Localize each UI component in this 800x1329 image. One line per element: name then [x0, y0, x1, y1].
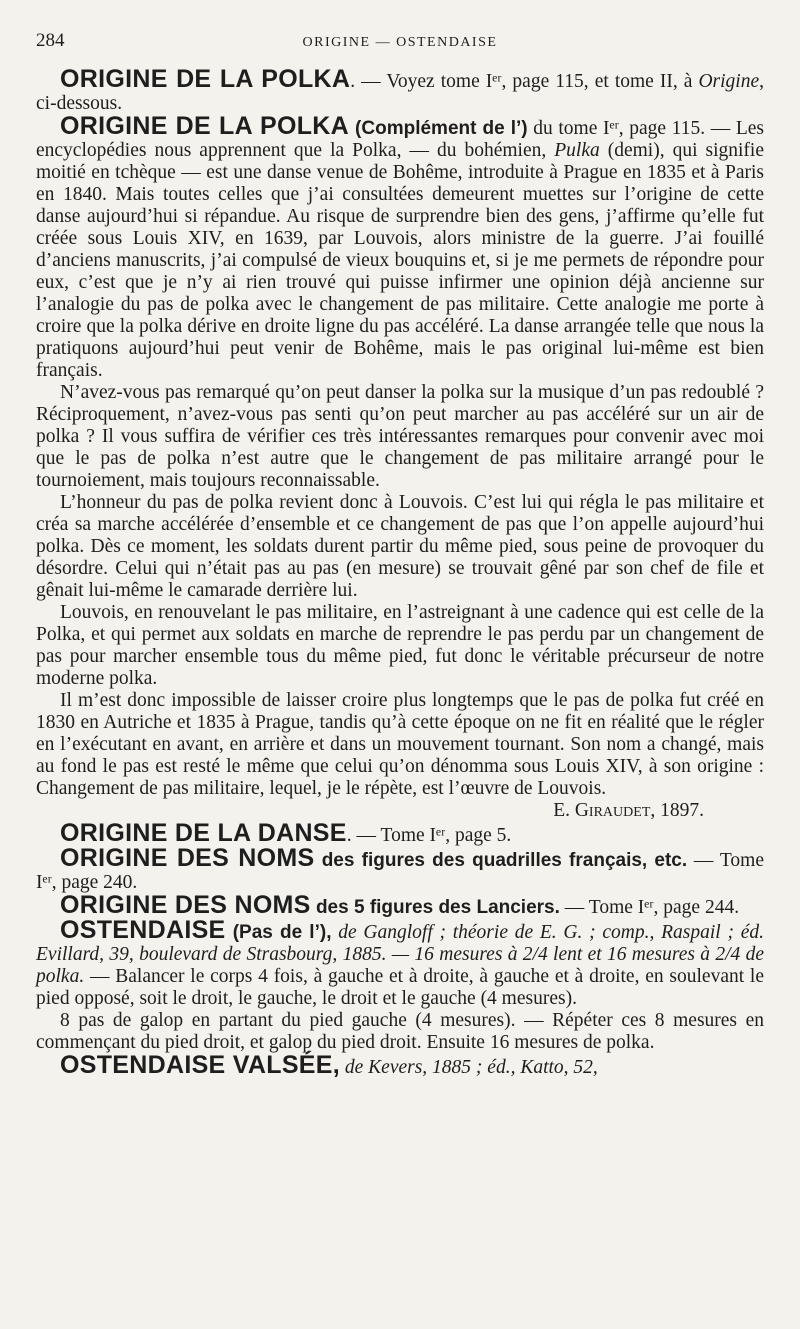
page-number: 284	[36, 30, 65, 51]
entry-ostendaise-valsee	[36, 1051, 764, 1079]
entry-subhead: des figures des quadrilles français, etc.	[314, 850, 688, 871]
paragraph: N’avez-vous pas remarqué qu’on peut danser la polka sur la musique d’un pas redoublé ? Réciproquement, n’avez-vous pas senti qu’on peut marcher au pas accéléré sur un air de polka ? Il vous suffira de vérifier ces très intéressantes remarques pour convenir avec moi que le pas de polka n’est autre que le changement de pas militaire arrangé pour le tournoiement, mais toujours reconnaissable.	[36, 382, 764, 491]
entry-text: du tome Iᵉʳ, page 115. — Les encyclopédies nous apprennent que la Polka, — du bohémien,	[36, 118, 764, 161]
paragraph-text: Il m’est donc impossible de laisser croire plus longtemps que le pas de polka fut créé en 1830 en Autriche et 1835 à Prague, tandis qu’à cette époque on ne fit en réalité que le régler en l’exécutant en avant, en arrière et dans un mouvement tournant. Son nom a changé, mais au fond le pas est resté le même que celui qu’on dénomma sous Louis XIV, à son origine : Changement de pas militaire, lequel, je le répète, est l’œuvre de Louvois.	[36, 690, 764, 799]
entry-text: — Tome Iᵉʳ, page 244.	[559, 897, 740, 918]
running-title: ORIGINE — OSTENDAISE	[302, 35, 498, 50]
entry-text-after: , ci-dessous.	[36, 71, 764, 114]
entry-headword: OSTENDAISE	[60, 916, 226, 944]
page-header	[36, 30, 764, 58]
entry-ostendaise	[36, 916, 764, 1010]
entry-headword: ORIGINE DE LA POLKA	[60, 112, 350, 140]
entry-headword: ORIGINE DE LA DANSE	[60, 819, 347, 847]
page-body	[36, 65, 764, 1079]
entry-origine-polka-complement	[36, 112, 764, 382]
paragraph: L’honneur du pas de polka revient donc à Louvois. C’est lui qui régla le pas militaire et créa sa marche accélérée d’ensemble et ce changement de pas que l’on appelle aujourd’hui polka. Dès ce moment, les soldats durent partir du même pied, sous peine de provoquer du désordre. Celui qui n’était pas au pas (en mesure) se trouvait gêné par son chef de file et gênait lui-même le camarade derrière lui.	[36, 492, 764, 601]
entry-italic: de Kevers, 1885 ; éd., Katto, 52,	[340, 1057, 598, 1078]
entry-headword: OSTENDAISE VALSÉE,	[60, 1051, 340, 1079]
entry-italic: de Gangloff ; théorie de E. G. ; comp., Raspail ; éd. Evillard, 39, boulevard de Strasbourg, 1885. — 16 mesures à 2/4 lent et 16 mesures à 2/4 de polka.	[36, 922, 764, 987]
entry-italic: Origine	[698, 71, 760, 92]
entry-text: — Balancer le corps 4 fois, à gauche et à droite, à gauche et à droite, en soulevant le pied opposé, soit le droit, le gauche, le droit et le gauche (4 mesures).	[36, 966, 764, 1009]
entry-headword: ORIGINE DES NOMS	[60, 891, 311, 919]
entry-headword: ORIGINE DE LA POLKA	[60, 65, 351, 93]
entry-origine-noms-quadrilles	[36, 844, 764, 894]
entry-text: — Tome Iᵉʳ, page 240.	[36, 850, 764, 893]
entry-origine-polka	[36, 65, 764, 115]
entry-subhead: (Pas de l’),	[225, 922, 332, 943]
paragraph	[36, 690, 764, 821]
author-signature: E. Giraudet, 1897.	[553, 800, 704, 821]
paragraph: 8 pas de galop en partant du pied gauche (4 mesures). — Répéter ces 8 mesures en commençant du pied droit, et galop du pied droit. Ensuite 16 mesures de polka.	[36, 1010, 764, 1053]
entry-subhead: (Complément de l’)	[349, 118, 528, 139]
entry-headword: ORIGINE DES NOMS	[60, 844, 315, 872]
paragraph: Louvois, en renouvelant le pas militaire, en l’astreignant à une cadence qui est celle de la Polka, et qui permet aux soldats en marche de reprendre le pas perdu par un changement de pas pour marcher ensemble tous du même pied, fut donc le véritable précurseur de notre moderne polka.	[36, 602, 764, 689]
entry-subhead: des 5 figures des Lanciers.	[310, 897, 560, 918]
entry-text: (demi), qui signifie moitié en tchèque — est une danse venue de Bohême, introduite à Prague en 1835 et à Paris en 1840. Mais toutes celles que j’ai consultées demeurent muettes sur l’origine de cette danse aujourd’hui si répandue. Au risque de surprendre bien des gens, j’affirme qu’elle fut créée sous Louis XIV, en 1639, par Louvois, alors ministre de la guerre. J’ai fouillé d’anciens manuscrits, j’ai compulsé de vieux bouquins et, si je me permets de répondre pour eux, c’est que je n’y ai rien trouvé qui puisse infirmer une opinion déjà ancienne sur l’analogie du pas de polka avec le changement de pas militaire. Cette analogie me porte à croire que la polka dérive en droite ligne du pas accéléré. La danse arrangée telle que nous la pratiquons aujourd’hui peut venir de Bohême, mais le pas original lui-même est bien français.	[36, 140, 764, 381]
entry-text: . — Tome Iᵉʳ, page 5.	[346, 825, 512, 846]
entry-italic: Pulka	[554, 140, 600, 161]
entry-text: . — Voyez tome Iᵉʳ, page 115, et tome II, à	[350, 71, 699, 92]
